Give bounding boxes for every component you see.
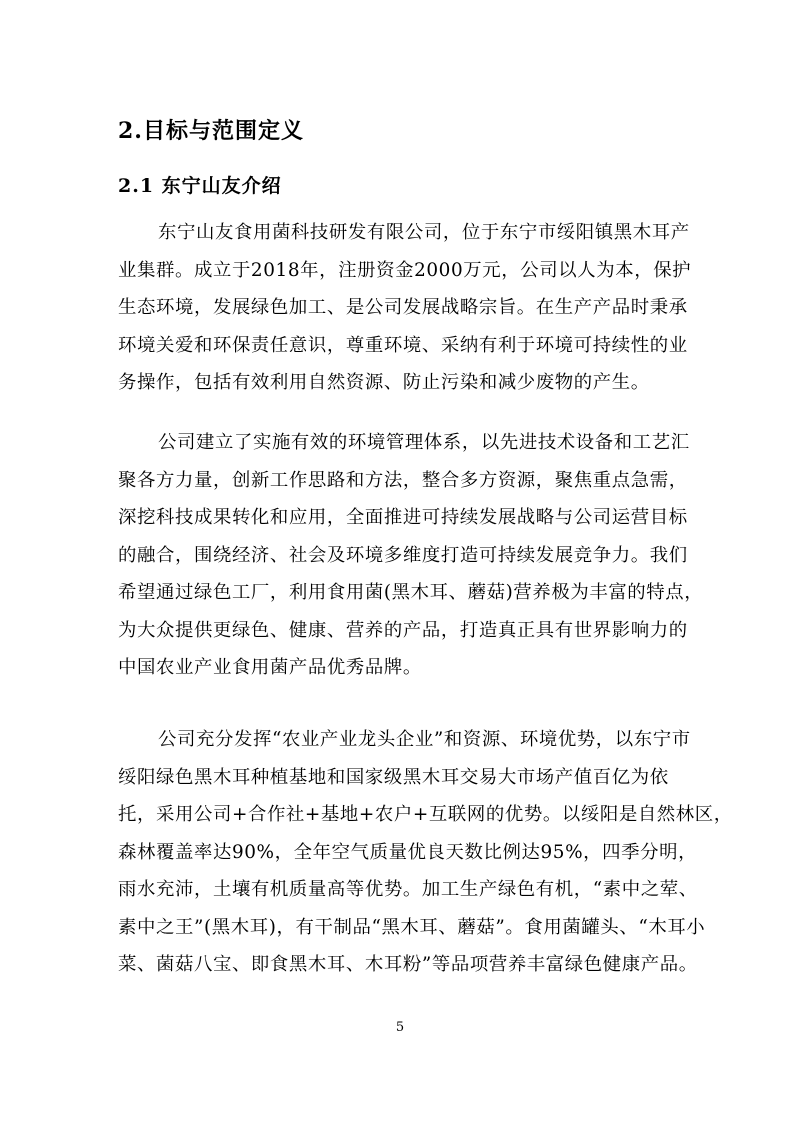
text-line: 聚各方力量，创新工作思路和方法，整合多方资源，聚焦重点急需， (118, 469, 688, 491)
text-line: 东宁山友食用菌科技研发有限公司，位于东宁市绥阳镇黑木耳产 (158, 222, 690, 243)
subsection-heading: 2.1 东宁山友介绍 (118, 175, 282, 197)
page-number: 5 (395, 1020, 405, 1035)
text-line: 中国农业产业食用菌产品优秀品牌。 (118, 657, 422, 678)
text-line: 公司建立了实施有效的环境管理体系，以先进技术设备和工艺汇 (158, 432, 690, 453)
paragraph-advantages (118, 721, 733, 984)
text-line: 环境关爱和环保责任意识，尊重环境、采纳有利于环境可持续性的业 (118, 334, 688, 356)
text-line: 森林覆盖率达90%，全年空气质量优良天数比例达95%，四季分明， (118, 841, 698, 863)
text-line: 菜、菌菇八宝、即食黑木耳、木耳粉”等品项营养丰富绿色健康产品。 (118, 954, 698, 975)
text-line: 务操作，包括有效利用自然资源、防止污染和减少废物的产生。 (118, 372, 650, 393)
text-line: 深挖科技成果转化和应用，全面推进可持续发展战略与公司运营目标 (118, 507, 688, 528)
paragraph-environment-management (118, 424, 704, 687)
text-line: 雨水充沛，土壤有机质量高等优势。加工生产绿色有机，“素中之荤、 (118, 879, 698, 900)
text-line: 托，采用公司+合作社+基地+农户+互联网的优势。以绥阳是自然林区， (118, 804, 733, 825)
text-line: 绥阳绿色黑木耳种植基地和国家级黑木耳交易大市场产值百亿为依 (118, 766, 669, 788)
text-line: 为大众提供更绿色、健康、营养的产品，打造真正具有世界影响力的 (118, 619, 688, 641)
text-line: 素中之王”(黑木耳)，有干制品“黑木耳、蘑菇”。食用菌罐头、“木耳小 (118, 916, 706, 938)
text-line: 业集群。成立于2018年，注册资金2000万元，公司以人为本，保护 (118, 259, 692, 281)
paragraph-company-intro (118, 214, 698, 402)
section-heading: 2.目标与范围定义 (118, 118, 304, 144)
text-line: 的融合，围绕经济、社会及环境多维度打造可持续发展竞争力。我们 (118, 544, 688, 566)
text-line: 生态环境，发展绿色加工、是公司发展战略宗旨。在生产产品时秉承 (118, 297, 688, 318)
text-line: 公司充分发挥“农业产业龙头企业”和资源、环境优势，以东宁市 (158, 729, 691, 750)
text-line: 希望通过绿色工厂，利用食用菌(黑木耳、蘑菇)营养极为丰富的特点， (118, 582, 704, 603)
